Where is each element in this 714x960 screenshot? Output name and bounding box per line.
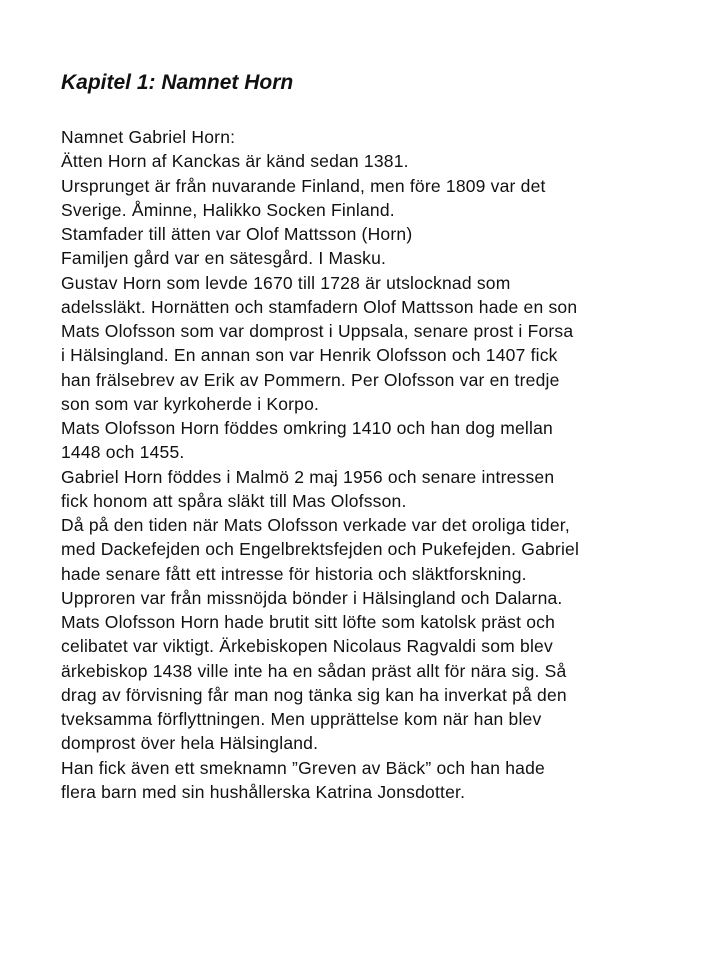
text-line: Sverige. Åminne, Halikko Socken Finland. xyxy=(61,199,395,220)
text-line: drag av förvisning får man nog tänka sig kan ha inverkat på den xyxy=(61,684,567,705)
text-line: flera barn med sin hushållerska Katrina Jonsdotter. xyxy=(61,781,466,802)
text-line: Upproren var från missnöjda bönder i Hälsingland och Dalarna. xyxy=(61,587,563,608)
text-line: Gabriel Horn föddes i Malmö 2 maj 1956 och senare intressen xyxy=(61,466,555,487)
text-line: Familjen gård var en sätesgård. I Masku. xyxy=(61,248,387,269)
text-line: Han fick även ett smeknamn ”Greven av Bäck” och han hade xyxy=(61,757,545,778)
text-line: Stamfader till ätten var Olof Mattsson (Horn) xyxy=(61,224,413,244)
text-line: son som var kyrkoherde i Korpo. xyxy=(61,393,320,414)
text-line: Mats Olofsson Horn föddes omkring 1410 och han dog mellan xyxy=(61,418,553,438)
text-line: Namnet Gabriel Horn: xyxy=(61,127,236,147)
text-line: ärkebiskop 1438 ville inte ha en sådan präst allt för nära sig. Så xyxy=(61,660,567,681)
chapter-title: Kapitel 1: Namnet Horn xyxy=(61,71,294,94)
text-line: celibatet var viktigt. Ärkebiskopen Nicolaus Ragvaldi som blev xyxy=(61,636,553,657)
text-line: hade senare fått ett intresse för historia och släktforskning. xyxy=(61,563,527,584)
body-text xyxy=(61,125,701,804)
text-line: med Dackefejden och Engelbrektsfejden och Pukefejden. Gabriel xyxy=(61,539,580,560)
text-line: tveksamma förflyttningen. Men upprättelse kom när han blev xyxy=(61,709,542,729)
text-line: adelssläkt. Hornätten och stamfadern Olof Mattsson hade en son xyxy=(61,296,578,317)
text-line: Mats Olofsson som var domprost i Uppsala, senare prost i Forsa xyxy=(61,321,574,341)
text-line: han frälsebrev av Erik av Pommern. Per Olofsson var en tredje xyxy=(61,369,560,390)
text-line: domprost över hela Hälsingland. xyxy=(61,733,319,754)
text-line: Ätten Horn af Kanckas är känd sedan 1381. xyxy=(61,151,409,172)
text-line: Mats Olofsson Horn hade brutit sitt löfte som katolsk präst och xyxy=(61,612,556,632)
text-line: Då på den tiden när Mats Olofsson verkade var det oroliga tider, xyxy=(61,515,570,535)
text-line: 1448 och 1455. xyxy=(61,442,185,463)
text-line: fick honom att spåra släkt till Mas Olofsson. xyxy=(61,490,407,511)
text-line: Gustav Horn som levde 1670 till 1728 är utslocknad som xyxy=(61,272,511,293)
text-line: Ursprunget är från nuvarande Finland, men före 1809 var det xyxy=(61,175,546,196)
text-line: i Hälsingland. En annan son var Henrik Olofsson och 1407 fick xyxy=(61,345,558,366)
